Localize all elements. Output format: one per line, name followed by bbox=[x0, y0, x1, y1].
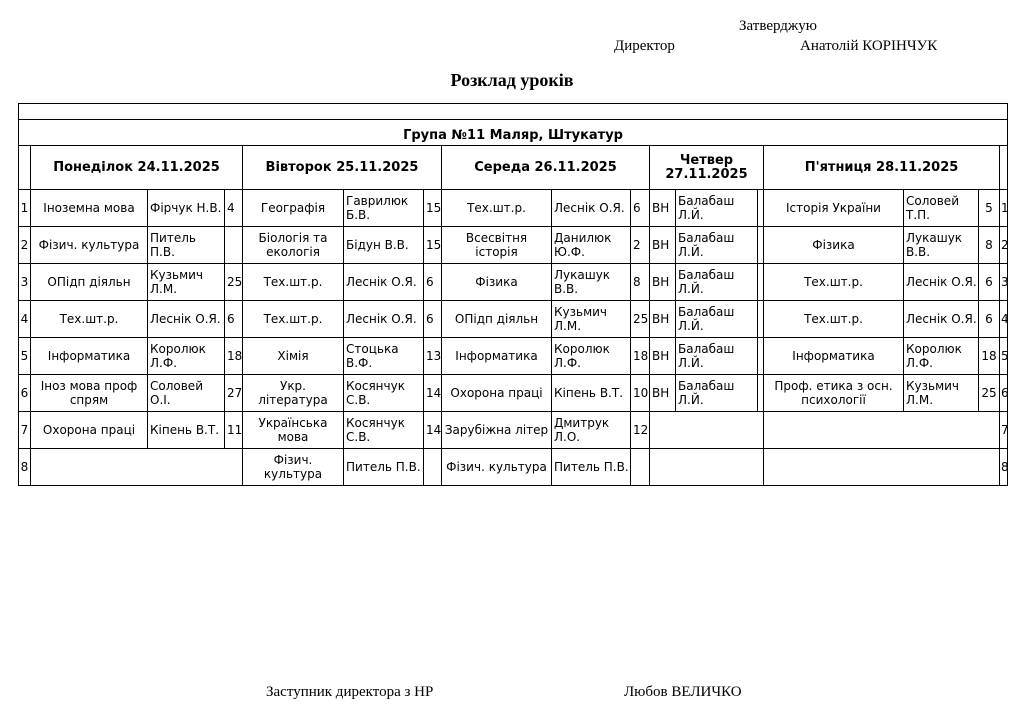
day-header-monday: Понеділок 24.11.2025 bbox=[31, 146, 243, 190]
lesson-row bbox=[19, 338, 1008, 375]
tuesday-subject: Географія bbox=[243, 190, 344, 227]
tuesday-subject: Укр. література bbox=[243, 375, 344, 412]
wednesday-room: 2 bbox=[631, 227, 650, 264]
day-header-tuesday: Вівторок 25.11.2025 bbox=[243, 146, 442, 190]
tuesday-room: 13 bbox=[424, 338, 442, 375]
wednesday-teacher: Леснік О.Я. bbox=[552, 190, 631, 227]
monday-teacher: Кузьмич Л.М. bbox=[148, 264, 225, 301]
tuesday-teacher: Леснік О.Я. bbox=[344, 301, 424, 338]
lesson-number-right: 8 bbox=[1000, 449, 1008, 486]
lesson-row bbox=[19, 264, 1008, 301]
friday-empty bbox=[764, 412, 1000, 449]
monday-room: 6 bbox=[225, 301, 243, 338]
wednesday-room bbox=[631, 449, 650, 486]
day-header-wednesday: Середа 26.11.2025 bbox=[442, 146, 650, 190]
friday-teacher: Лукашук В.В. bbox=[904, 227, 979, 264]
friday-subject: Тех.шт.р. bbox=[764, 301, 904, 338]
lesson-number: 6 bbox=[19, 375, 31, 412]
thursday-subject: ВН bbox=[650, 227, 676, 264]
thursday-subject: ВН bbox=[650, 190, 676, 227]
tuesday-subject: Тех.шт.р. bbox=[243, 301, 344, 338]
friday-room: 6 bbox=[979, 264, 1000, 301]
lesson-number: 5 bbox=[19, 338, 31, 375]
lesson-number-right: 4 bbox=[1000, 301, 1008, 338]
monday-subject: Охорона праці bbox=[31, 412, 148, 449]
tuesday-subject: Хімія bbox=[243, 338, 344, 375]
friday-room: 8 bbox=[979, 227, 1000, 264]
monday-teacher: Фірчук Н.В. bbox=[148, 190, 225, 227]
wednesday-subject: Фізика bbox=[442, 264, 552, 301]
lesson-row bbox=[19, 190, 1008, 227]
approval-label: Затверджую bbox=[739, 18, 817, 34]
wednesday-teacher: Дмитрук Л.О. bbox=[552, 412, 631, 449]
schedule-body bbox=[19, 190, 1008, 486]
monday-teacher: Кіпень В.Т. bbox=[148, 412, 225, 449]
thursday-empty bbox=[650, 412, 764, 449]
lesson-number: 2 bbox=[19, 227, 31, 264]
friday-room: 5 bbox=[979, 190, 1000, 227]
deputy-position: Заступник директора з НР bbox=[266, 684, 434, 700]
tuesday-teacher: Косянчук С.В. bbox=[344, 375, 424, 412]
friday-empty bbox=[764, 449, 1000, 486]
monday-room: 25 bbox=[225, 264, 243, 301]
tuesday-room: 15 bbox=[424, 190, 442, 227]
tuesday-teacher: Гаврилюк Б.В. bbox=[344, 190, 424, 227]
wednesday-teacher: Питель П.В. bbox=[552, 449, 631, 486]
friday-teacher: Соловей Т.П. bbox=[904, 190, 979, 227]
table-top-spacer bbox=[19, 104, 1008, 120]
tuesday-teacher: Леснік О.Я. bbox=[344, 264, 424, 301]
thursday-teacher: Балабаш Л.Й. bbox=[676, 338, 758, 375]
lesson-number-right: 5 bbox=[1000, 338, 1008, 375]
wednesday-subject: Всесвітня історія bbox=[442, 227, 552, 264]
monday-room: 27 bbox=[225, 375, 243, 412]
lesson-number-right: 1 bbox=[1000, 190, 1008, 227]
tuesday-subject: Тех.шт.р. bbox=[243, 264, 344, 301]
wednesday-teacher: Лукашук В.В. bbox=[552, 264, 631, 301]
lesson-number: 1 bbox=[19, 190, 31, 227]
lesson-number: 7 bbox=[19, 412, 31, 449]
friday-subject: Історія України bbox=[764, 190, 904, 227]
tuesday-teacher: Стоцька В.Ф. bbox=[344, 338, 424, 375]
director-name: Анатолій КОРІНЧУК bbox=[800, 38, 938, 54]
thursday-teacher: Балабаш Л.Й. bbox=[676, 264, 758, 301]
thursday-subject: ВН bbox=[650, 375, 676, 412]
tuesday-room: 6 bbox=[424, 264, 442, 301]
monday-subject: Інформатика bbox=[31, 338, 148, 375]
monday-subject: Тех.шт.р. bbox=[31, 301, 148, 338]
monday-room bbox=[225, 227, 243, 264]
wednesday-subject: ОПідп діяльн bbox=[442, 301, 552, 338]
lesson-row bbox=[19, 375, 1008, 412]
wednesday-teacher: Кузьмич Л.М. bbox=[552, 301, 631, 338]
monday-teacher: Королюк Л.Ф. bbox=[148, 338, 225, 375]
wednesday-teacher: Кіпень В.Т. bbox=[552, 375, 631, 412]
wednesday-room: 18 bbox=[631, 338, 650, 375]
tuesday-subject: Біологія та екологія bbox=[243, 227, 344, 264]
monday-subject: Фізич. культура bbox=[31, 227, 148, 264]
friday-teacher: Леснік О.Я. bbox=[904, 301, 979, 338]
wednesday-room: 6 bbox=[631, 190, 650, 227]
document-title: Розклад уроків bbox=[450, 70, 574, 90]
monday-subject: Іноз мова проф спрям bbox=[31, 375, 148, 412]
wednesday-subject: Зарубіжна літер bbox=[442, 412, 552, 449]
lesson-row bbox=[19, 301, 1008, 338]
schedule-table bbox=[18, 103, 1008, 486]
wednesday-subject: Інформатика bbox=[442, 338, 552, 375]
lesson-row bbox=[19, 449, 1008, 486]
thursday-subject: ВН bbox=[650, 264, 676, 301]
tuesday-subject: Фізич. культура bbox=[243, 449, 344, 486]
lesson-number-right: 7 bbox=[1000, 412, 1008, 449]
lesson-number: 8 bbox=[19, 449, 31, 486]
thursday-subject: ВН bbox=[650, 338, 676, 375]
wednesday-room: 25 bbox=[631, 301, 650, 338]
director-position: Директор bbox=[614, 38, 675, 54]
day-header-friday: П'ятниця 28.11.2025 bbox=[764, 146, 1000, 190]
tuesday-subject: Українська мова bbox=[243, 412, 344, 449]
tuesday-room bbox=[424, 449, 442, 486]
thursday-empty bbox=[650, 449, 764, 486]
tuesday-room: 14 bbox=[424, 375, 442, 412]
tuesday-teacher: Бідун В.В. bbox=[344, 227, 424, 264]
friday-room: 18 bbox=[979, 338, 1000, 375]
lesson-number-right: 6 bbox=[1000, 375, 1008, 412]
group-title: Група №11 Маляр, Штукатур bbox=[19, 120, 1008, 146]
lesson-number: 4 bbox=[19, 301, 31, 338]
wednesday-room: 12 bbox=[631, 412, 650, 449]
friday-teacher: Королюк Л.Ф. bbox=[904, 338, 979, 375]
monday-subject: Іноземна мова bbox=[31, 190, 148, 227]
monday-teacher: Питель П.В. bbox=[148, 227, 225, 264]
wednesday-subject: Тех.шт.р. bbox=[442, 190, 552, 227]
friday-subject: Тех.шт.р. bbox=[764, 264, 904, 301]
wednesday-teacher: Данилюк Ю.Ф. bbox=[552, 227, 631, 264]
friday-room: 6 bbox=[979, 301, 1000, 338]
thursday-teacher: Балабаш Л.Й. bbox=[676, 190, 758, 227]
monday-room: 18 bbox=[225, 338, 243, 375]
thursday-teacher: Балабаш Л.Й. bbox=[676, 301, 758, 338]
wednesday-subject: Фізич. культура bbox=[442, 449, 552, 486]
deputy-name: Любов ВЕЛИЧКО bbox=[624, 684, 742, 700]
lesson-number-right: 2 bbox=[1000, 227, 1008, 264]
thursday-subject: ВН bbox=[650, 301, 676, 338]
tuesday-room: 14 bbox=[424, 412, 442, 449]
friday-teacher: Кузьмич Л.М. bbox=[904, 375, 979, 412]
thursday-teacher: Балабаш Л.Й. bbox=[676, 227, 758, 264]
friday-subject: Фізика bbox=[764, 227, 904, 264]
lesson-row bbox=[19, 227, 1008, 264]
tuesday-teacher: Косянчук С.В. bbox=[344, 412, 424, 449]
days-corner-right bbox=[1000, 146, 1008, 190]
monday-room: 11 bbox=[225, 412, 243, 449]
days-corner bbox=[19, 146, 31, 190]
monday-teacher: Леснік О.Я. bbox=[148, 301, 225, 338]
day-header-thursday: Четвер 27.11.2025 bbox=[650, 146, 764, 190]
friday-subject: Проф. етика з осн. психології bbox=[764, 375, 904, 412]
thursday-teacher: Балабаш Л.Й. bbox=[676, 375, 758, 412]
friday-subject: Інформатика bbox=[764, 338, 904, 375]
tuesday-room: 6 bbox=[424, 301, 442, 338]
group-row bbox=[19, 120, 1008, 146]
tuesday-teacher: Питель П.В. bbox=[344, 449, 424, 486]
lesson-number: 3 bbox=[19, 264, 31, 301]
friday-teacher: Леснік О.Я. bbox=[904, 264, 979, 301]
lesson-number-right: 3 bbox=[1000, 264, 1008, 301]
wednesday-room: 10 bbox=[631, 375, 650, 412]
monday-empty bbox=[31, 449, 243, 486]
days-row bbox=[19, 146, 1008, 190]
wednesday-subject: Охорона праці bbox=[442, 375, 552, 412]
lesson-row bbox=[19, 412, 1008, 449]
friday-room: 25 bbox=[979, 375, 1000, 412]
monday-subject: ОПідп діяльн bbox=[31, 264, 148, 301]
wednesday-room: 8 bbox=[631, 264, 650, 301]
monday-teacher: Соловей О.І. bbox=[148, 375, 225, 412]
monday-room: 4 bbox=[225, 190, 243, 227]
wednesday-teacher: Королюк Л.Ф. bbox=[552, 338, 631, 375]
tuesday-room: 15 bbox=[424, 227, 442, 264]
